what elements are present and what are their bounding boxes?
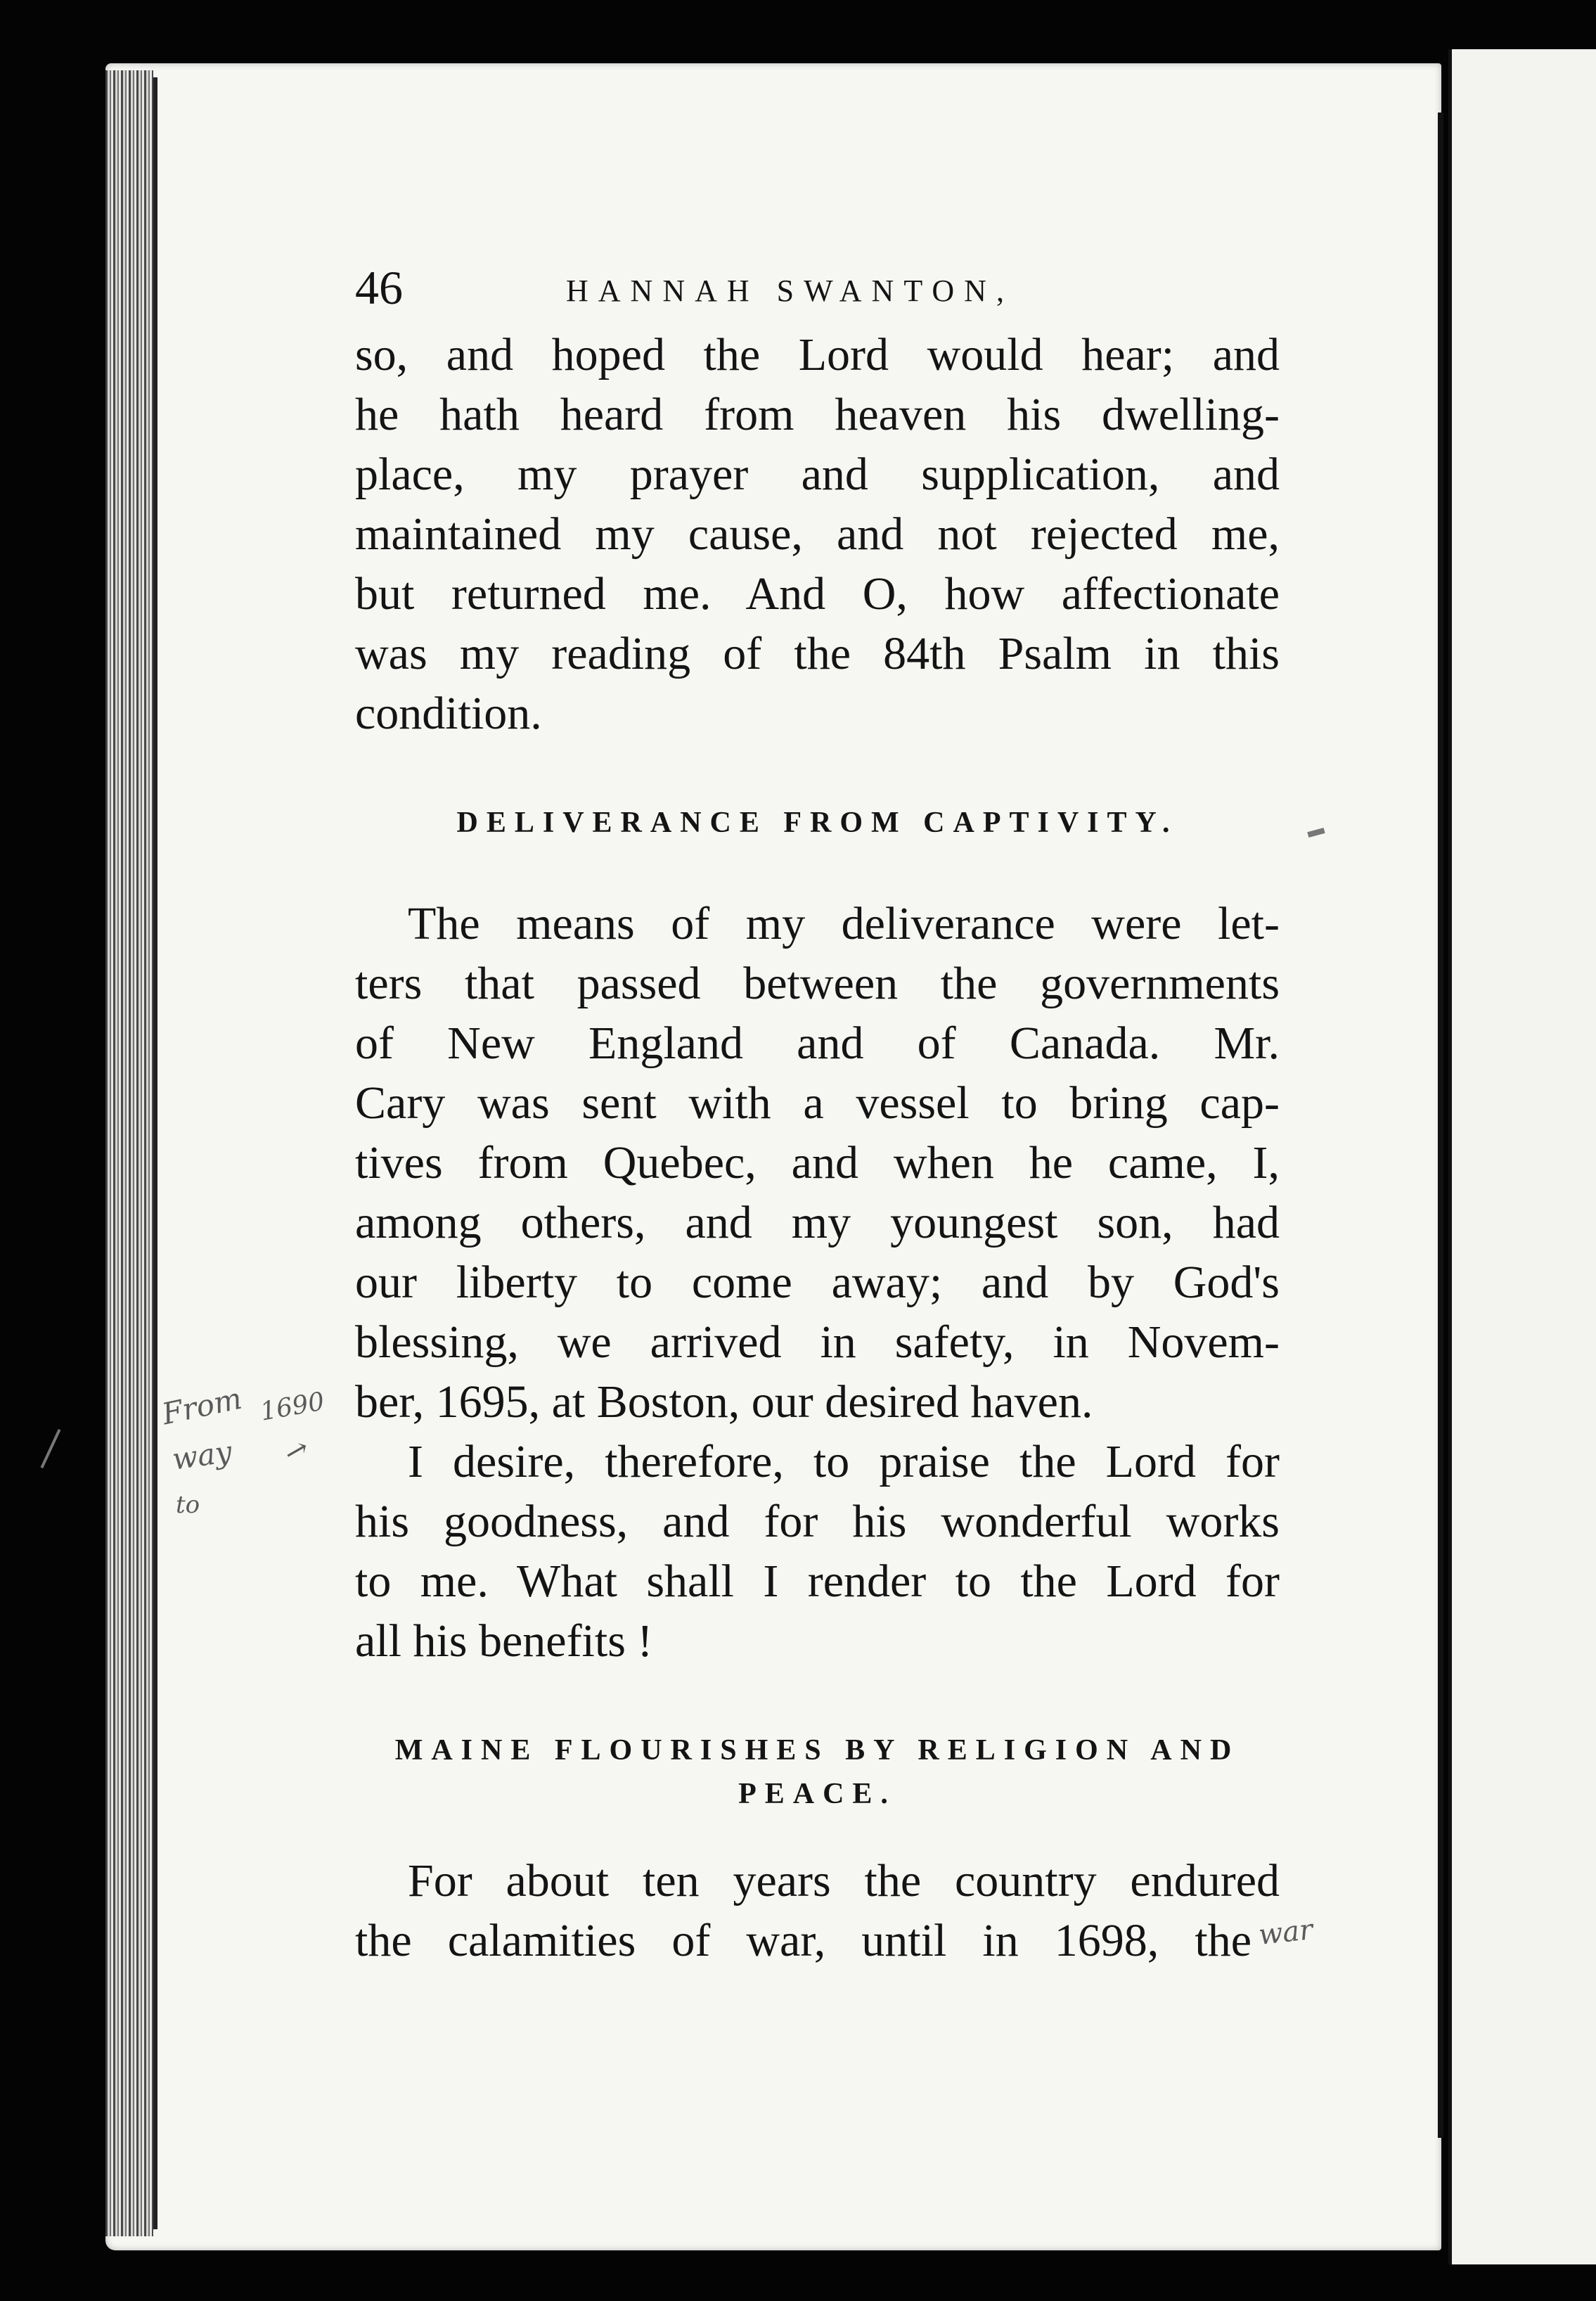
text-line: For about ten years the country endured [408, 1855, 1280, 1906]
text-line: he hath heard from heaven his dwelling- [355, 389, 1280, 440]
heading-line: MAINE FLOURISHES BY RELIGION AND [394, 1734, 1240, 1767]
handwritten-note: way [170, 1434, 234, 1477]
text-line: Cary was sent with a vessel to bring cap- [355, 1077, 1280, 1129]
scan-speck [41, 1429, 61, 1468]
facing-page-edge [1448, 49, 1596, 2264]
text-line: I desire, therefore, to praise the Lord for [408, 1436, 1280, 1487]
facing-page-shadow [1438, 113, 1443, 2138]
gutter-shadow [153, 77, 157, 2229]
running-head: HANNAH SWANTON, [566, 274, 1014, 308]
section-heading-maine [355, 1729, 1280, 1816]
text-line: The means of my deliverance were let- [408, 898, 1280, 949]
text-line: his goodness, and for his wonderful works [355, 1496, 1280, 1547]
text-line: but returned me. And O, how affectionate [355, 568, 1280, 620]
text-line: tives from Quebec, and when he came, I, [355, 1137, 1280, 1188]
text-line: was my reading of the 84th Psalm in this [355, 628, 1280, 679]
text-line: among others, and my youngest son, had [355, 1197, 1280, 1248]
text-line: all his benefits ! [355, 1615, 653, 1667]
page-gutter [105, 70, 153, 2236]
arrow-icon: → [278, 1430, 315, 1471]
text-line: ber, 1695, at Boston, our desired haven. [355, 1376, 1093, 1428]
text-line: place, my prayer and supplication, and [355, 449, 1280, 500]
handwritten-note: From [159, 1380, 245, 1432]
handwritten-note: war [1256, 1914, 1315, 1951]
text-line: condition. [355, 688, 542, 739]
text-line: blessing, we arrived in safety, in Novem- [355, 1316, 1280, 1368]
section-heading-deliverance: DELIVERANCE FROM CAPTIVITY. [456, 807, 1178, 839]
text-line: so, and hoped the Lord would hear; and [355, 329, 1280, 380]
paragraph-1 [355, 325, 1280, 743]
text-line: our liberty to come away; and by God's [355, 1257, 1280, 1308]
page-text [355, 260, 1280, 1970]
paragraph-3 [355, 1432, 1280, 1671]
text-line: of New England and of Canada. Mr. [355, 1018, 1280, 1069]
page-number: 46 [355, 261, 403, 314]
handwritten-note: 1690 [258, 1387, 327, 1427]
handwritten-note: to [176, 1491, 200, 1519]
heading-line: PEACE. [738, 1778, 896, 1810]
paragraph-2 [355, 894, 1280, 1432]
text-line: the calamities of war, until in 1698, the [355, 1915, 1251, 1966]
text-line: maintained my cause, and not rejected me, [355, 508, 1280, 560]
page-header [355, 260, 1280, 318]
text-line: to me. What shall I render to the Lord for [355, 1556, 1280, 1607]
text-line: ters that passed between the governments [355, 958, 1280, 1009]
paragraph-4 [355, 1851, 1280, 1970]
